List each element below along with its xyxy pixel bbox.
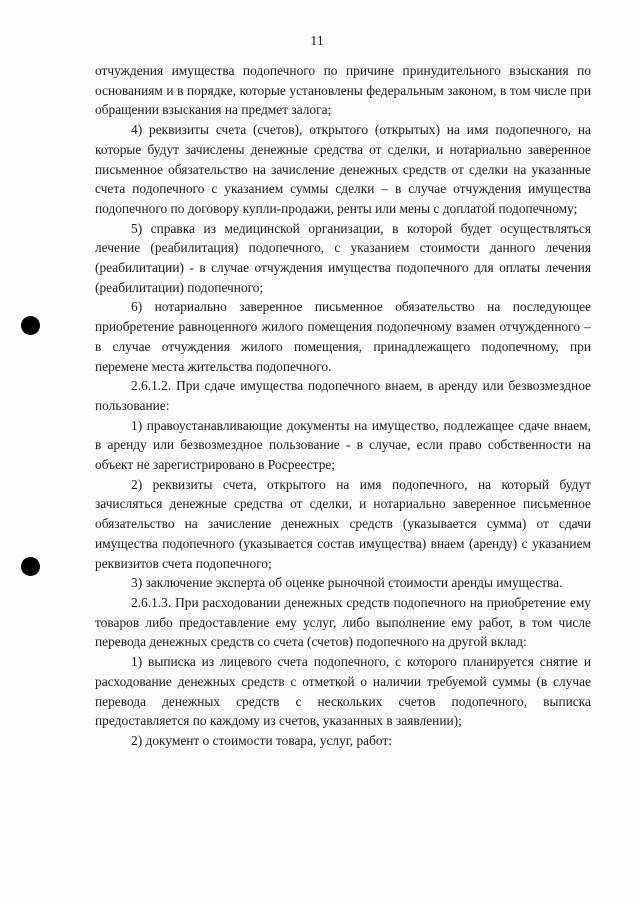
paragraph-item-5: 5) справка из медицинской организации, в которой будет осуществляться лечение (реабилитация) подопечного, с указанием стоимости данного лечения (реабилитации) - в случае отчуждения имущества подопечного для оплаты лечения (реабилитации) подопечного;: [95, 220, 591, 295]
binder-hole-top: [21, 316, 40, 335]
page-number: 11: [310, 34, 324, 49]
document-body: [95, 61, 591, 751]
paragraph-section-2-6-1-2-item-3: 3) заключение эксперта об оценке рыночной стоимости аренды имущества.: [131, 575, 563, 591]
paragraph-section-2-6-1-3: 2.6.1.3. При расходовании денежных средств подопечного на приобретение ему товаров либо предоставление ему услуг, либо выполнение ему работ, в том числе перевода денежных средств со счета (счетов) подопечного на другой вклад:: [95, 594, 591, 650]
paragraph-section-2-6-1-3-item-2: 2) документ о стоимости товара, услуг, работ:: [131, 732, 392, 748]
paragraph-item-4: 4) реквизиты счета (счетов), открытого (открытых) на имя подопечного, на которые будут зачислены денежные средства от сделки, и нотариально заверенное письменное обязательство на зачисление денежных средств от сделки на указанные счета подопечного с указанием суммы сделки – в случае отчуждения имущества подопечного по договору купли-продажи, ренты или мены с доплатой подопечному;: [95, 122, 591, 216]
paragraph-section-2-6-1-2-item-1: 1) правоустанавливающие документы на имущество, подлежащее сдаче внаем, в аренду или безвозмездное пользование - в случае, если право собственности на объект не зарегистрировано в Росреестре;: [95, 417, 591, 473]
paragraph-section-2-6-1-3-item-1: 1) выписка из лицевого счета подопечного, с которого планируется снятие и расходование денежных средств с отметкой о наличии требуемой суммы (в случае перевода денежных средств с нескольких счетов подопечного, выписка предоставляется по каждому из счетов, указанных в заявлении);: [95, 654, 591, 729]
binder-hole-bottom: [21, 557, 40, 576]
paragraph-section-2-6-1-2: 2.6.1.2. При сдаче имущества подопечного внаем, в аренду или безвозмездное пользование:: [95, 378, 591, 413]
paragraph-item-6: 6) нотариально заверенное письменное обязательство на последующее приобретение равноценного жилого помещения подопечному взамен отчужденного – в случае отчуждения жилого помещения, принадлежащего подопечному, при перемене места жительства подопечного.: [95, 299, 591, 374]
paragraph-continuation: отчуждения имущества подопечного по причине принудительного взыскания по основаниям и в порядке, которые установлены федеральным законом, в том числе при обращении взыскания на предмет залога;: [95, 63, 591, 118]
paragraph-section-2-6-1-2-item-2: 2) реквизиты счета, открытого на имя подопечного, на который будут зачисляться денежные средства от сделки, и нотариально заверенное письменное обязательство на зачисление денежных средств (указывается сумма) от сдачи имущества подопечного (указывается состав имущества) внаем (аренду) с указанием реквизитов счета подопечного;: [95, 476, 591, 571]
